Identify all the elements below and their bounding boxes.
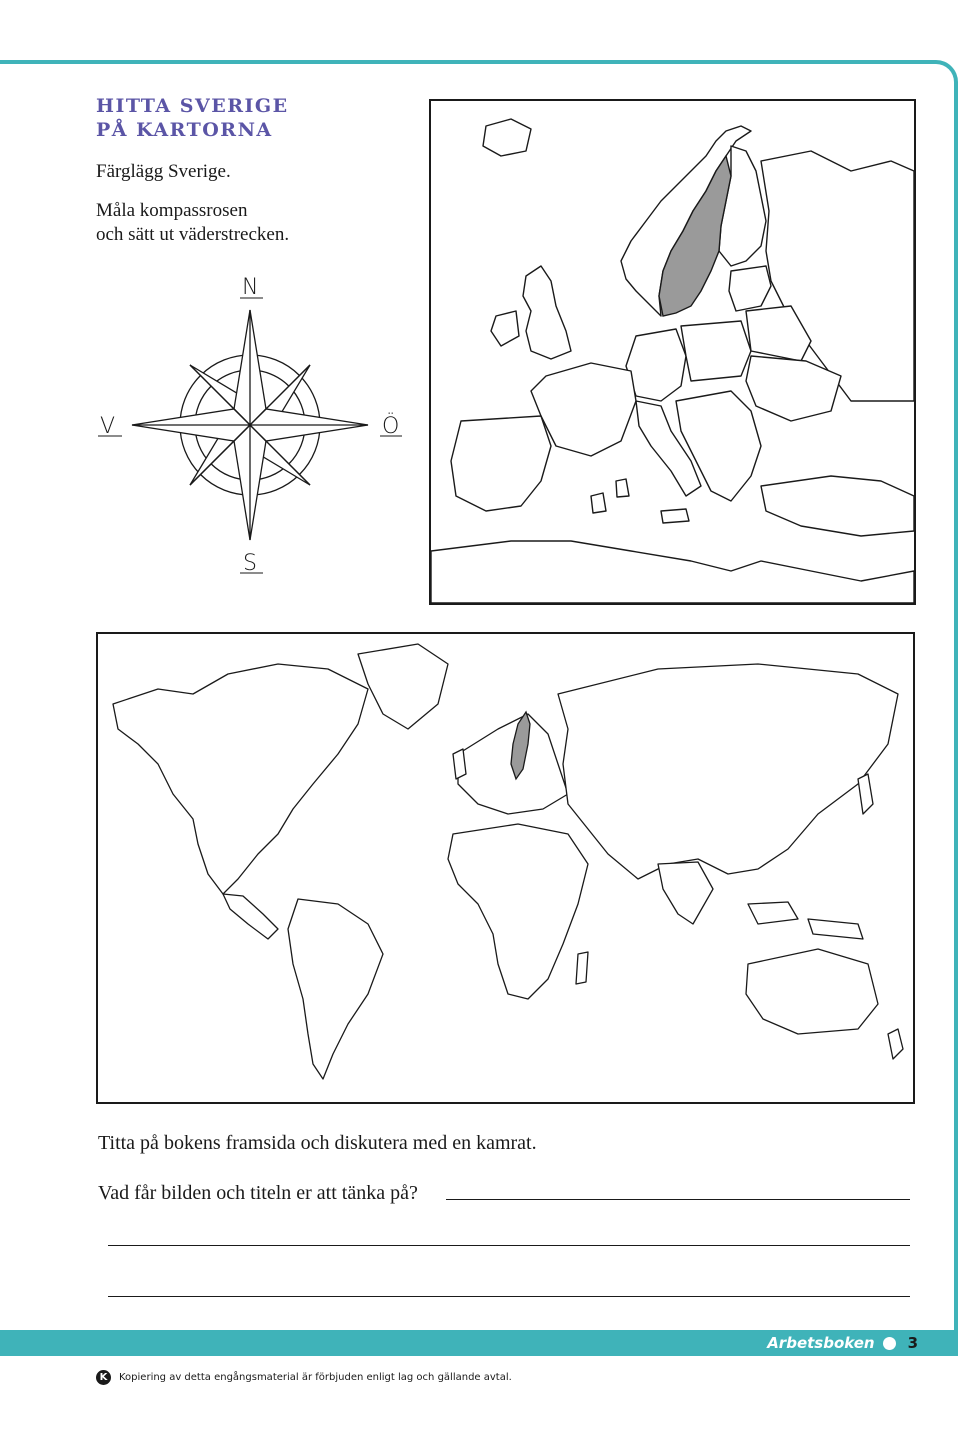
footer-label — [767, 1332, 918, 1354]
answer-line-3[interactable] — [108, 1296, 910, 1297]
instruction-compass-line-1: Måla kompassrosen — [96, 200, 248, 221]
compass-north-label: N — [242, 275, 259, 300]
world-map[interactable] — [96, 632, 915, 1104]
page-title — [96, 94, 289, 142]
title-line-1: HITTA SVERIGE — [96, 95, 289, 117]
europe-map-graphic — [431, 101, 914, 603]
answer-line-1[interactable] — [446, 1199, 910, 1200]
answer-line-2[interactable] — [108, 1245, 910, 1246]
compass-east-label: Ö — [382, 414, 400, 439]
book-name: Arbetsboken — [767, 1334, 875, 1352]
instruction-color-text: Färglägg Sverige. — [96, 161, 231, 182]
question-2: Vad får bilden och titeln er att tänka på? — [98, 1182, 418, 1204]
compass-south-label: S — [243, 551, 257, 576]
world-map-graphic — [98, 634, 913, 1102]
instruction-compass — [96, 199, 289, 247]
copyright-k-icon: K — [96, 1370, 111, 1385]
copyright-notice — [96, 1370, 512, 1385]
page-number: 3 — [907, 1334, 918, 1352]
europe-map[interactable] — [429, 99, 916, 605]
compass-rose[interactable] — [90, 270, 420, 580]
instruction-color — [96, 160, 231, 184]
instruction-compass-line-2: och sätt ut väderstrecken. — [96, 224, 290, 245]
copyright-text: Kopiering av detta engångsmaterial är förbjuden enligt lag och gällande avtal. — [119, 1372, 512, 1383]
question-1: Titta på bokens framsida och diskutera med en kamrat. — [98, 1132, 537, 1154]
compass-west-label: V — [100, 414, 116, 439]
title-line-2: PÅ KARTORNA — [96, 119, 273, 141]
bullet-dot-icon — [883, 1337, 896, 1350]
